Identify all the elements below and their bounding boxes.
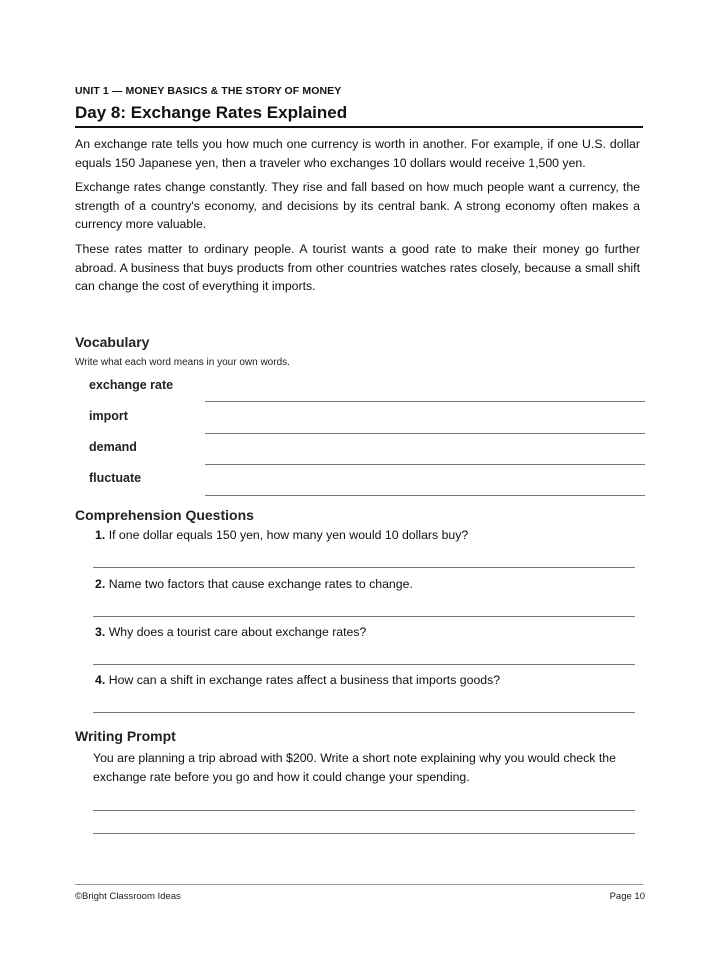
reading-passage xyxy=(75,135,640,302)
vocab-answer-line[interactable] xyxy=(205,495,645,496)
question-text: Why does a tourist care about exchange rates? xyxy=(108,625,367,639)
vocab-word: exchange rate xyxy=(89,378,174,392)
writing-heading: Writing Prompt xyxy=(75,728,176,744)
comprehension-heading: Comprehension Questions xyxy=(75,507,254,523)
question-number: 1. xyxy=(95,528,106,542)
writing-prompt: You are planning a trip abroad with $200. Write a short note explaining why you would check the exchange rate before you go and how it could change your spending. xyxy=(93,751,616,784)
footer-page-number: Page 10 xyxy=(609,891,645,902)
reading-paragraph: An exchange rate tells you how much one currency is worth in another. For example, if one U.S. dollar equals 150 Japanese yen, then a traveler who exchanges 10 dollars would receive 1,500 yen. xyxy=(75,137,640,170)
reading-paragraph: Exchange rates change constantly. They rise and fall based on how much people want a currency, the strength of a country's economy, and decisions by its central bank. A strong economy often makes a currency more valuable. xyxy=(75,180,640,232)
vocab-word: import xyxy=(89,409,128,423)
question-2 xyxy=(95,577,413,591)
unit-label: UNIT 1 — MONEY BASICS & THE STORY OF MONEY xyxy=(75,85,342,97)
reading-paragraph: These rates matter to ordinary people. A tourist wants a good rate to make their money go further abroad. A business that buys products from other countries watches rates closely, because a small shift can change the cost of everything it imports. xyxy=(75,241,640,294)
writing-line[interactable] xyxy=(93,833,635,834)
vocab-answer-line[interactable] xyxy=(205,464,645,465)
question-1 xyxy=(95,528,468,542)
footer-copyright: ©Bright Classroom Ideas xyxy=(75,891,181,902)
question-text: Name two factors that cause exchange rates to change. xyxy=(108,577,413,591)
question-number: 3. xyxy=(95,625,106,639)
vocabulary-instruction: Write what each word means in your own words. xyxy=(75,357,290,368)
vocab-word: demand xyxy=(89,440,137,454)
question-text: How can a shift in exchange rates affect a business that imports goods? xyxy=(108,673,501,687)
page-title: Day 8: Exchange Rates Explained xyxy=(75,103,348,122)
answer-line[interactable] xyxy=(93,664,635,665)
question-text: If one dollar equals 150 yen, how many yen would 10 dollars buy? xyxy=(108,528,469,542)
vocab-answer-line[interactable] xyxy=(205,401,645,402)
question-number: 2. xyxy=(95,577,106,591)
vocab-answer-line[interactable] xyxy=(205,433,645,434)
title-divider xyxy=(75,126,643,128)
vocab-word: fluctuate xyxy=(89,471,142,485)
footer-divider xyxy=(75,884,643,885)
question-number: 4. xyxy=(95,673,106,687)
question-3 xyxy=(95,625,366,639)
answer-line[interactable] xyxy=(93,616,635,617)
writing-line[interactable] xyxy=(93,810,635,811)
question-4 xyxy=(95,673,500,687)
answer-line[interactable] xyxy=(93,712,635,713)
answer-line[interactable] xyxy=(93,567,635,568)
vocabulary-heading: Vocabulary xyxy=(75,334,150,350)
